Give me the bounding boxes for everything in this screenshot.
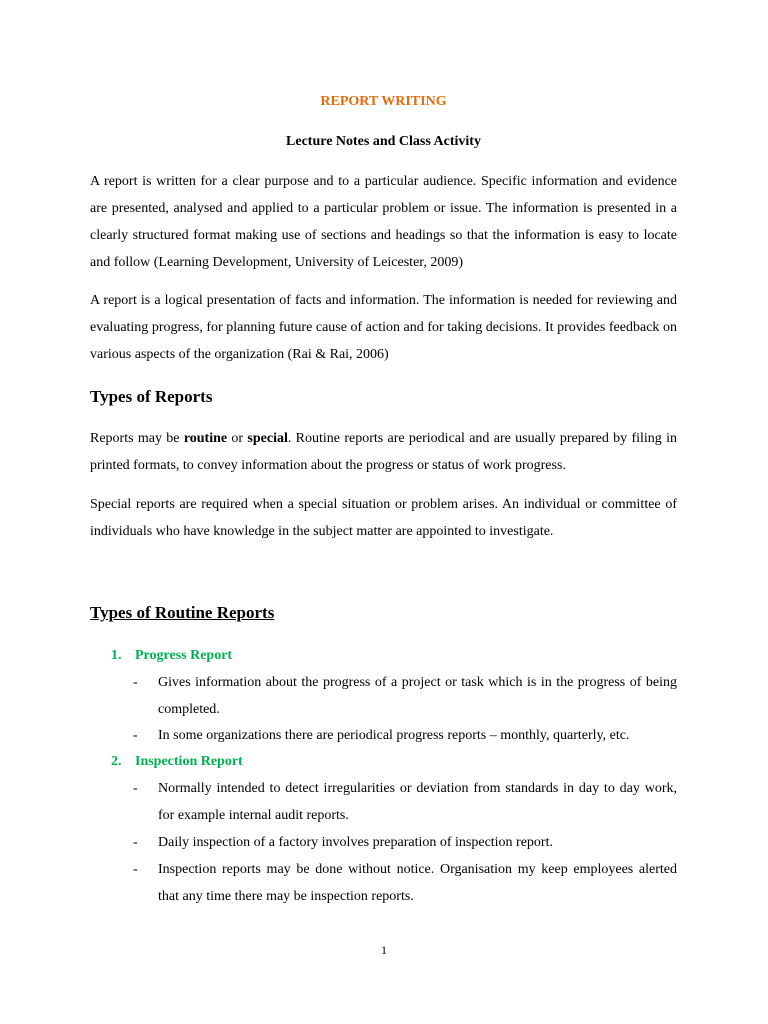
types-paragraph-2: Special reports are required when a special situation or problem arises. An individual or committee of individuals who have knowledge in the subject matter are appointed to investigate. bbox=[90, 497, 677, 539]
intro-paragraph-2: A report is a logical presentation of facts and information. The information is needed for reviewing and evaluating progress, for planning future cause of action and for taking decisions. It provides feedback on various aspects of the organization (Rai & Rai, 2006) bbox=[90, 293, 677, 362]
routine-item-progress-report: 1. Progress Report bbox=[111, 648, 233, 663]
list-item: - Daily inspection of a factory involves preparation of inspection report. bbox=[133, 835, 553, 850]
types-paragraph-1: Reports may be routine or special. Routine reports are periodical and are usually prepared by filing in printed formats, to convey information about the progress or status of work progress. bbox=[90, 431, 678, 473]
types-of-routine-reports-heading: Types of Routine Reports bbox=[90, 603, 275, 622]
intro-paragraph-1: A report is written for a clear purpose and to a particular audience. Specific information and evidence are presented, analysed and applied to a particular problem or issue. The information is presented in a clearly structured format making use of sections and headings so that the information is easy to locate and follow (Learning Development, University of Leicester, 2009) bbox=[90, 174, 677, 270]
special-term: special bbox=[247, 431, 288, 446]
routine-term: routine bbox=[183, 431, 228, 446]
list-item: - Inspection reports may be done without notice. Organisation my keep employees alerted that any time there may be inspection reports. bbox=[133, 862, 677, 904]
page-number: 1 bbox=[381, 943, 387, 957]
list-item: - Gives information about the progress of a project or task which is in the progress of being completed. bbox=[133, 675, 677, 717]
types-of-reports-heading: Types of Reports bbox=[90, 387, 213, 406]
document-title: REPORT WRITING bbox=[320, 94, 447, 109]
document-subtitle: Lecture Notes and Class Activity bbox=[286, 134, 481, 149]
routine-item-inspection-report: 2. Inspection Report bbox=[111, 754, 243, 769]
list-item: - In some organizations there are periodical progress reports – monthly, quarterly, etc. bbox=[133, 728, 630, 743]
list-item: - Normally intended to detect irregularities or deviation from standards in day to day work, for example internal audit reports. bbox=[133, 781, 677, 823]
